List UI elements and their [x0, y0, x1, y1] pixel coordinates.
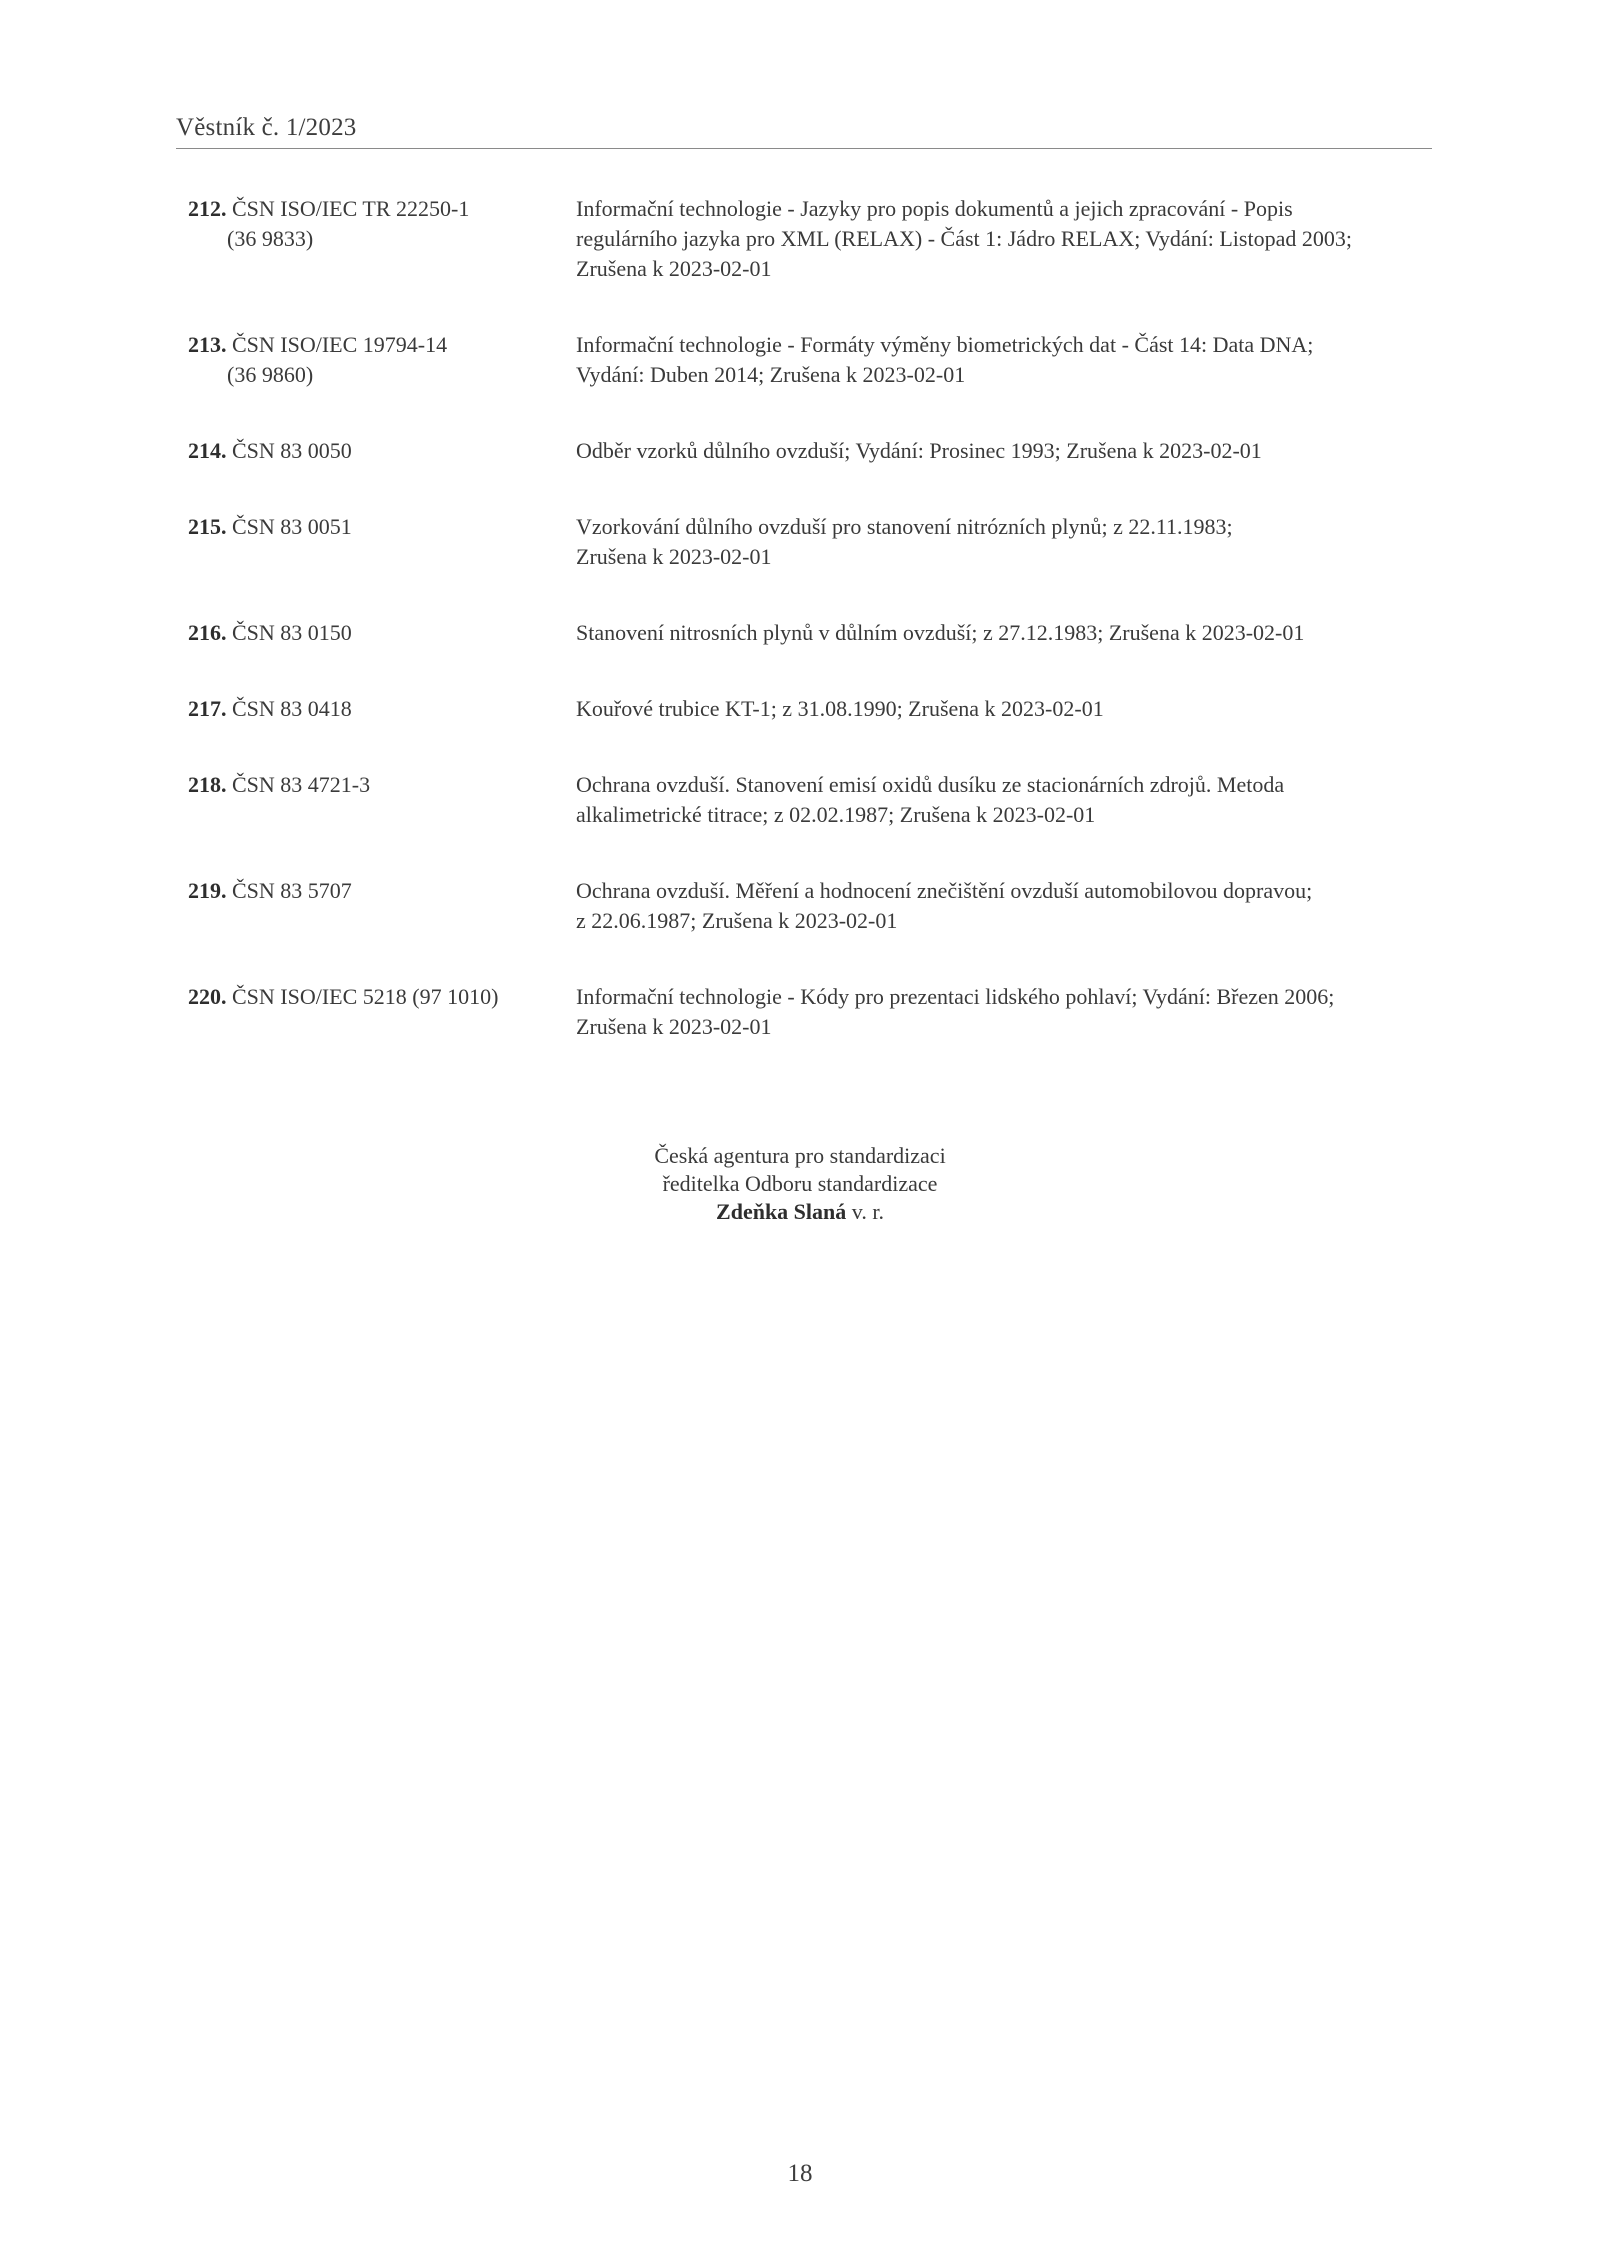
entry-number: 213. — [188, 332, 227, 357]
list-item — [188, 194, 1438, 284]
entry-description-line: Vzorkování důlního ovzduší pro stanovení nitrózních plynů; z 22.11.1983; — [576, 514, 1233, 539]
list-item — [188, 618, 1438, 648]
list-item — [188, 694, 1438, 724]
signature-organization: Česká agentura pro standardizaci — [654, 1143, 946, 1168]
signature-suffix: v. r. — [851, 1199, 884, 1224]
entry-number: 218. — [188, 772, 227, 797]
entry-number: 214. — [188, 438, 227, 463]
entry-description-line: Kouřové trubice KT-1; z 31.08.1990; Zrušena k 2023-02-01 — [576, 696, 1104, 721]
list-item — [188, 512, 1438, 572]
entry-description-line: Zrušena k 2023-02-01 — [576, 256, 772, 281]
entry-number: 215. — [188, 514, 227, 539]
entry-description — [576, 330, 1438, 390]
entry-designation — [188, 330, 576, 390]
signature-role: ředitelka Odboru standardizace — [662, 1171, 938, 1196]
entry-number: 219. — [188, 878, 227, 903]
entry-code: ČSN 83 0150 — [232, 620, 352, 645]
entry-code: ČSN ISO/IEC 5218 (97 1010) — [232, 984, 499, 1009]
entry-code-secondary: (36 9833) — [227, 226, 314, 251]
entry-designation — [188, 512, 576, 572]
entry-designation — [188, 618, 576, 648]
entry-description-line: Informační technologie - Jazyky pro popis dokumentů a jejich zpracování - Popis — [576, 196, 1293, 221]
list-item — [188, 330, 1438, 390]
entry-code: ČSN ISO/IEC TR 22250-1 — [232, 196, 470, 221]
entry-number: 220. — [188, 984, 227, 1009]
entry-code: ČSN 83 0051 — [232, 514, 352, 539]
entry-code: ČSN 83 0050 — [232, 438, 352, 463]
entry-description-line: Informační technologie - Formáty výměny biometrických dat - Část 14: Data DNA; — [576, 332, 1314, 357]
list-item — [188, 436, 1438, 466]
list-item — [188, 770, 1438, 830]
entry-code-secondary: (36 9860) — [227, 362, 314, 387]
entry-description-line: z 22.06.1987; Zrušena k 2023-02-01 — [576, 908, 898, 933]
entry-description — [576, 694, 1438, 724]
entry-description — [576, 770, 1438, 830]
signature-line — [500, 1198, 1100, 1226]
entry-description-line: Ochrana ovzduší. Stanovení emisí oxidů dusíku ze stacionárních zdrojů. Metoda — [576, 772, 1285, 797]
list-item — [188, 982, 1438, 1042]
entry-description-line: Zrušena k 2023-02-01 — [576, 544, 772, 569]
entry-description — [576, 436, 1438, 466]
journal-title: Věstník č. 1/2023 — [176, 114, 357, 141]
signature-block — [500, 1142, 1100, 1226]
entry-designation — [188, 770, 576, 830]
entry-number: 216. — [188, 620, 227, 645]
entry-description-line: Ochrana ovzduší. Měření a hodnocení znečištění ovzduší automobilovou dopravou; — [576, 878, 1313, 903]
entry-description — [576, 618, 1438, 648]
entry-code: ČSN ISO/IEC 19794-14 — [232, 332, 448, 357]
entry-code: ČSN 83 4721-3 — [232, 772, 371, 797]
entry-description-line: alkalimetrické titrace; z 02.02.1987; Zrušena k 2023-02-01 — [576, 802, 1096, 827]
entry-description — [576, 982, 1438, 1042]
entry-description-line: Odběr vzorků důlního ovzduší; Vydání: Prosinec 1993; Zrušena k 2023-02-01 — [576, 438, 1262, 463]
entry-description-line: regulárního jazyka pro XML (RELAX) - Část 1: Jádro RELAX; Vydání: Listopad 2003; — [576, 226, 1352, 251]
entry-description — [576, 194, 1438, 284]
entry-designation — [188, 436, 576, 466]
page-header — [176, 112, 1432, 149]
entry-number: 212. — [188, 196, 227, 221]
signature-name: Zdeňka Slaná — [716, 1199, 847, 1224]
entry-code: ČSN 83 5707 — [232, 878, 352, 903]
entry-description-line: Stanovení nitrosních plynů v důlním ovzduší; z 27.12.1983; Zrušena k 2023-02-01 — [576, 620, 1305, 645]
entry-designation — [188, 694, 576, 724]
standards-list — [188, 194, 1438, 1088]
entry-description-line: Informační technologie - Kódy pro prezentaci lidského pohlaví; Vydání: Březen 2006; — [576, 984, 1335, 1009]
entry-designation — [188, 194, 576, 284]
entry-description-line: Zrušena k 2023-02-01 — [576, 1014, 772, 1039]
entry-description — [576, 512, 1438, 572]
page-number: 18 — [787, 2160, 813, 2187]
list-item — [188, 876, 1438, 936]
entry-designation — [188, 876, 576, 936]
entry-code: ČSN 83 0418 — [232, 696, 352, 721]
entry-description-line: Vydání: Duben 2014; Zrušena k 2023-02-01 — [576, 362, 966, 387]
entry-designation — [188, 982, 576, 1042]
entry-number: 217. — [188, 696, 227, 721]
entry-description — [576, 876, 1438, 936]
